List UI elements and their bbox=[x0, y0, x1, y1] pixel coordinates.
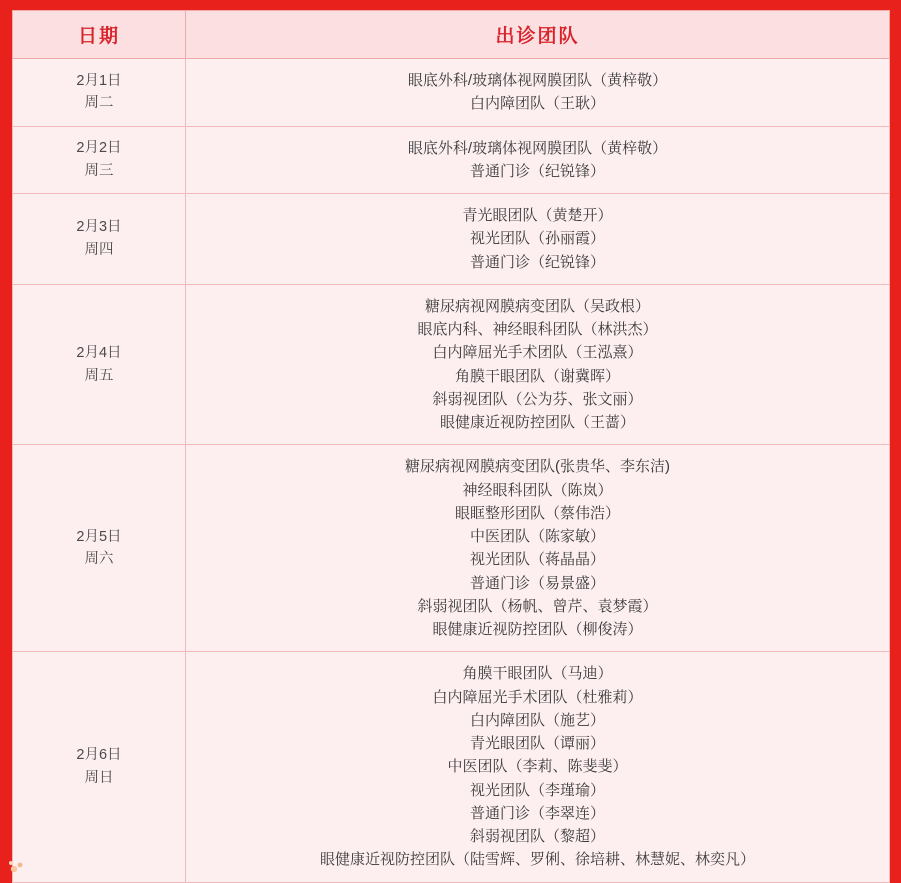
team-entry: 糖尿病视网膜病变团队(张贵华、李东洁) bbox=[405, 458, 670, 476]
team-cell bbox=[186, 126, 890, 194]
team-entry: 中医团队（李莉、陈斐斐） bbox=[447, 758, 628, 776]
team-cell bbox=[186, 284, 890, 445]
team-entry: 神经眼科团队（陈岚） bbox=[462, 481, 613, 499]
weekday-value: 周二 bbox=[84, 95, 114, 112]
outpatient-schedule-table bbox=[12, 10, 890, 883]
table-row bbox=[13, 445, 890, 652]
team-entry: 眼底外科/玻璃体视网膜团队（黄梓敬） bbox=[407, 72, 668, 89]
team-cell bbox=[186, 652, 890, 882]
team-entry: 白内障团队（王耿） bbox=[469, 95, 605, 113]
team-entry: 眼眶整形团队（蔡伟浩） bbox=[454, 504, 620, 522]
date-value: 2月2日 bbox=[76, 140, 122, 157]
date-value: 2月1日 bbox=[76, 72, 122, 89]
table-row bbox=[13, 652, 890, 882]
column-header-date: 日期 bbox=[13, 11, 186, 59]
table-body bbox=[13, 59, 890, 883]
team-entry: 白内障屈光手术团队（王泓熹） bbox=[432, 344, 643, 362]
team-entry: 角膜干眼团队（谢冀晖） bbox=[454, 367, 620, 385]
team-entry: 眼底内科、神经眼科团队（林洪杰） bbox=[417, 321, 658, 338]
team-entry: 中医团队（陈家敏） bbox=[469, 528, 605, 545]
date-cell bbox=[13, 284, 186, 445]
weekday-value: 周六 bbox=[84, 551, 114, 568]
weekday-value: 周四 bbox=[84, 241, 114, 258]
team-entry: 斜弱视团队（杨帆、曾芹、袁梦霞） bbox=[417, 597, 658, 615]
team-cell bbox=[186, 445, 890, 652]
date-cell bbox=[13, 652, 186, 882]
table-header bbox=[13, 11, 890, 59]
column-header-team: 出诊团队 bbox=[186, 11, 890, 59]
table-header-row bbox=[13, 11, 890, 59]
weekday-value: 周五 bbox=[84, 367, 114, 384]
table-row bbox=[13, 59, 890, 127]
team-entry: 普通门诊（易景盛） bbox=[469, 574, 605, 592]
team-entry: 视光团队（蒋晶晶） bbox=[469, 551, 605, 569]
team-entry: 眼底外科/玻璃体视网膜团队（黄梓敬） bbox=[407, 139, 668, 157]
date-value: 2月5日 bbox=[76, 528, 122, 545]
team-entry: 白内障屈光手术团队（杜雅莉） bbox=[432, 688, 643, 706]
team-entry: 普通门诊（纪锐锋） bbox=[469, 253, 605, 271]
date-cell bbox=[13, 59, 186, 127]
team-entry: 普通门诊（李翠连） bbox=[469, 804, 605, 822]
team-entry: 视光团队（李瑾瑜） bbox=[469, 781, 605, 799]
table-row bbox=[13, 194, 890, 285]
team-entry: 眼健康近视防控团队（柳俊涛） bbox=[432, 621, 643, 638]
team-entry: 青光眼团队（谭丽） bbox=[469, 735, 605, 752]
team-cell bbox=[186, 194, 890, 285]
team-entry: 眼健康近视防控团队（陆雪辉、罗俐、徐培耕、林慧妮、林奕凡） bbox=[319, 851, 755, 869]
weekday-value: 周日 bbox=[84, 769, 114, 786]
team-entry: 斜弱视团队（公为芬、张文丽） bbox=[432, 390, 643, 408]
team-entry: 眼健康近视防控团队（王蔷） bbox=[439, 414, 635, 431]
table-row bbox=[13, 284, 890, 445]
table-row bbox=[13, 126, 890, 194]
date-cell bbox=[13, 194, 186, 285]
team-entry: 斜弱视团队（黎超） bbox=[469, 828, 605, 845]
team-entry: 角膜干眼团队（马迪） bbox=[462, 665, 613, 683]
team-cell bbox=[186, 59, 890, 127]
team-entry: 糖尿病视网膜病变团队（吴政根） bbox=[424, 297, 650, 315]
date-value: 2月4日 bbox=[76, 345, 122, 362]
date-cell bbox=[13, 445, 186, 652]
team-entry: 青光眼团队（黄楚开） bbox=[462, 207, 613, 224]
team-entry: 白内障团队（施艺） bbox=[469, 711, 605, 729]
date-value: 2月6日 bbox=[76, 747, 122, 764]
date-cell bbox=[13, 126, 186, 194]
date-value: 2月3日 bbox=[76, 219, 122, 236]
team-entry: 视光团队（孙丽霞） bbox=[469, 230, 605, 248]
weekday-value: 周三 bbox=[84, 162, 114, 179]
team-entry: 普通门诊（纪锐锋） bbox=[469, 162, 605, 180]
